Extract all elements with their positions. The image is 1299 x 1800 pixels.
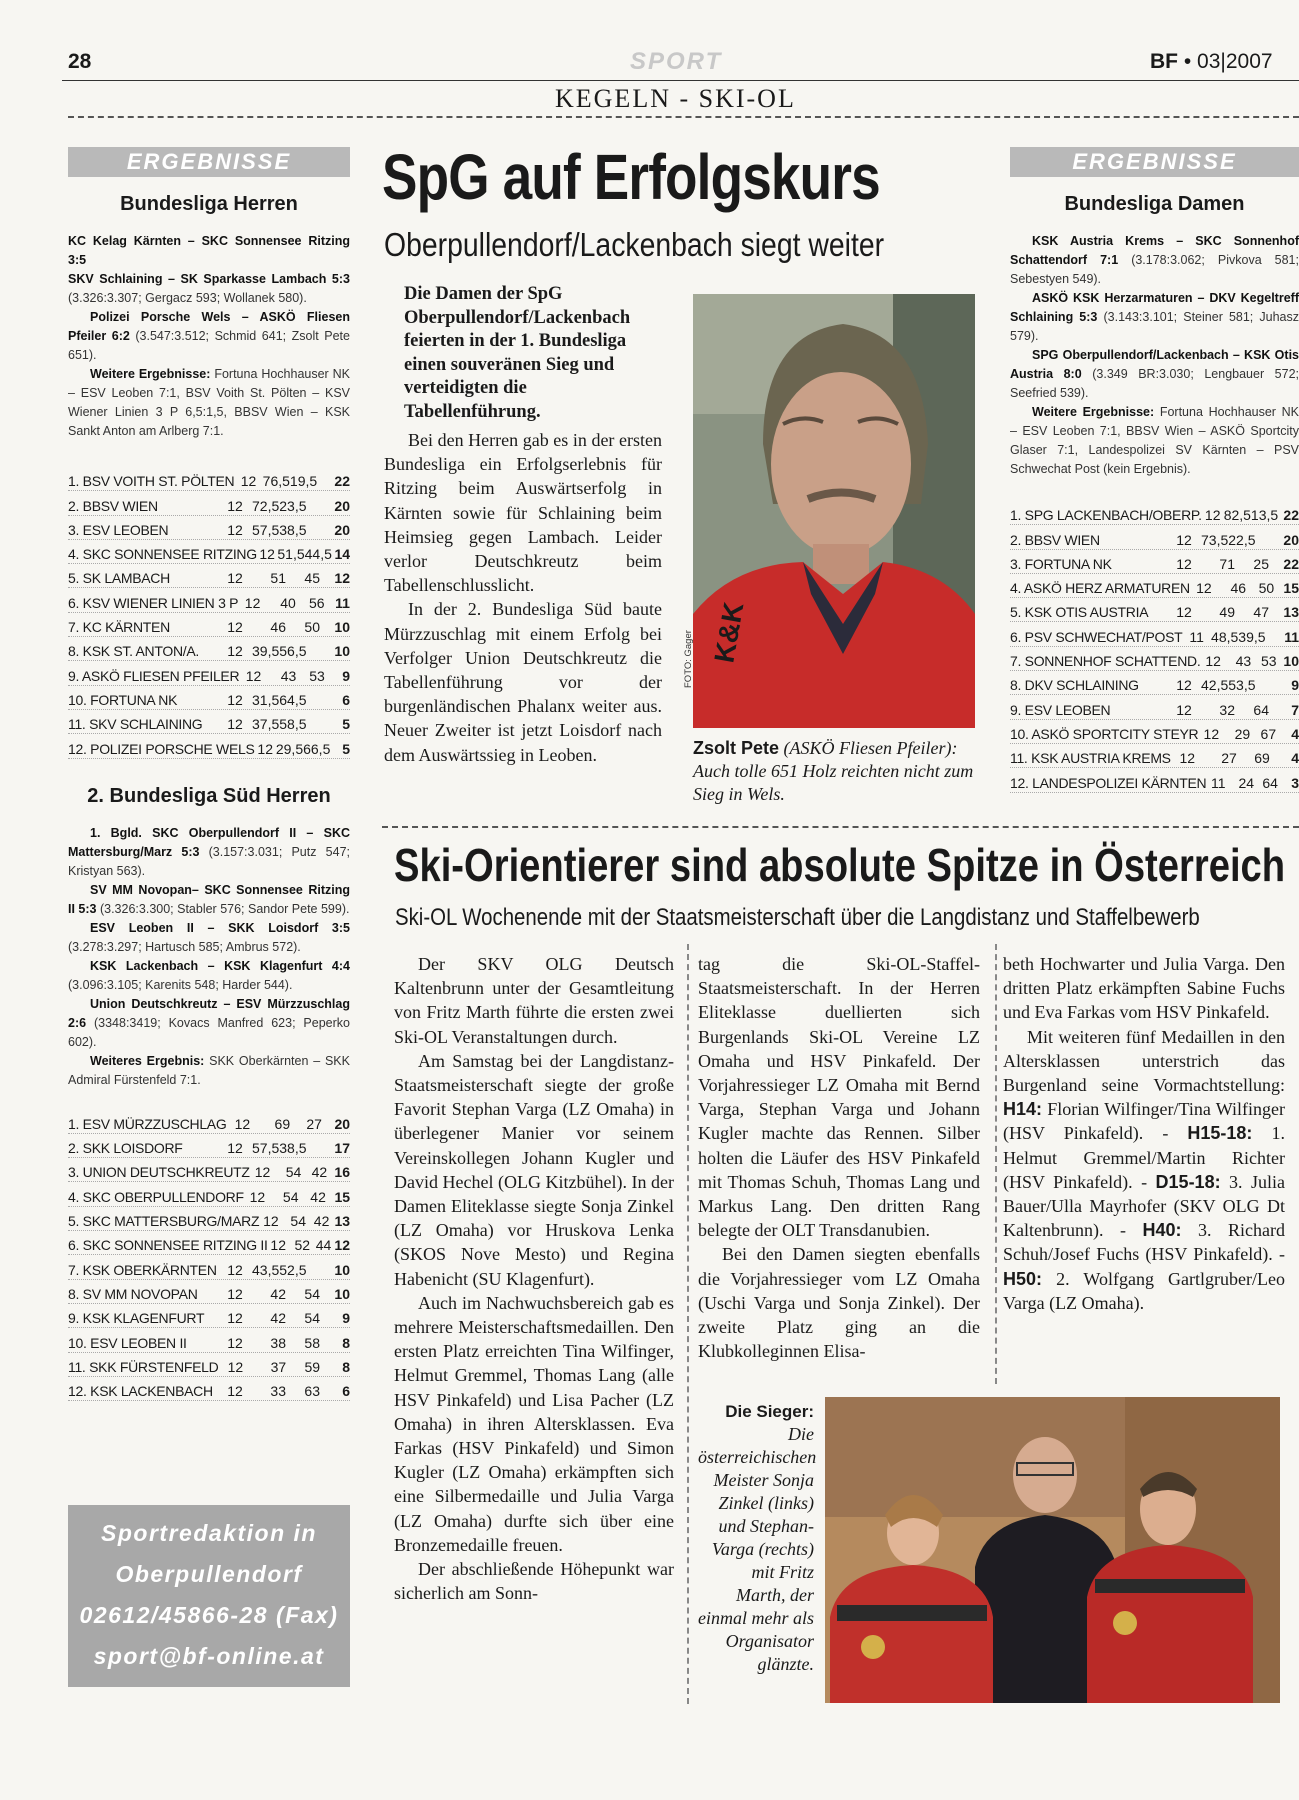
games-played: 12 [240,473,257,490]
table-row [68,1255,350,1279]
points: 11 [1284,628,1299,645]
caption-name: Zsolt Pete [693,738,780,758]
points: 5 [342,740,350,757]
paragraph: tag die Ski-OL-Staffel-Staatsmeisterschaft. In der Herren Eliteklasse duellierten sich Burgenlands Ski-OL Vereine LZ Omaha und HSV Pinkafeld. Der Vorjahressieger LZ Omaha mit Bernd Varga, Stephan Varga und Johann Kugler machte das Rennen. Silber holten die Läufer des HSV Pinkafeld mit Thomas Schuh, Thomas Lang und Markus Lang. Den dritten Rang belegte der OLT Transdanubien. [698,954,980,1241]
score-for: 43,552,5 [252,1261,307,1278]
points: 15 [334,1188,351,1205]
points: 12 [334,570,350,587]
table-row [1010,744,1299,768]
games-played: 12 [245,667,262,684]
contact-box [68,1505,350,1687]
article-lead: Die Damen der SpG Oberpullendorf/Lackenbach feierten in der 1. Bundesliga einen souveränen Sieg und verteidigten die Tabellenführung. [404,284,631,422]
score-for: 32 [1219,701,1235,718]
league-heading: Bundesliga Damen [1064,193,1245,215]
score-for: 43 [280,667,297,684]
points: 9 [1291,677,1299,694]
games-played: 12 [1203,725,1220,742]
score-for: 72,523,5 [252,497,307,514]
score-for: 51,544,5 [277,546,332,563]
games-played: 12 [259,546,275,563]
standings-table [1010,501,1299,793]
score-against: 53 [309,667,325,684]
score-for: 54 [282,1188,299,1205]
caption-club: (ASKÖ Fliesen Pfeiler): [779,738,958,758]
points: 22 [1283,507,1299,524]
points: 11 [335,594,350,611]
standings-table [68,467,350,759]
score-for: 38 [270,1334,286,1351]
results-list [68,824,350,1090]
article-subhead: Ski-OL Wochenende mit der Staatsmeisterschaft über die Langdistanz und Staffelbewerb [395,904,1200,931]
table-row [68,710,350,734]
result-entry: Union Deutschkreutz – ESV Mürzzuschlag 2:6 (3348:3419; Kovacs Manfred 623; Peperko 602). [68,996,350,1049]
score-for: 33 [270,1383,286,1400]
score-for: 43 [1235,653,1252,670]
result-entry: ASKÖ KSK Herzarmaturen – DKV Kegeltreff Schlaining 5:3 (3.143:3.101; Steiner 581; Juhasz 579). [1010,291,1299,343]
team-name: 12. LANDESPOLIZEI KÄRNTEN [1010,774,1207,791]
points: 12 [334,1237,350,1254]
left-sidebar [68,147,350,1401]
team-name: 5. SK LAMBACH [68,570,170,587]
table-row [68,1158,350,1182]
publication-name: BF [1150,50,1178,73]
team-name: 6. KSV WIENER LINIEN 3 P [68,594,239,611]
article-divider [382,826,1299,828]
points: 9 [342,1310,350,1327]
points: 22 [1283,555,1299,572]
table-row [68,661,350,685]
table-row [1010,574,1299,598]
team-name: 10. ASKÖ SPORTCITY STEYR [1010,725,1199,742]
promo-email[interactable]: sport@bf-online.at [93,1643,325,1669]
points: 20 [334,497,350,514]
score-for: 71 [1219,555,1235,572]
points: 20 [334,1115,351,1132]
games-played: 12 [1176,604,1192,621]
games-played: 12 [1196,580,1212,597]
score-against: 50 [304,619,320,636]
games-played: 12 [227,1140,243,1157]
games-played: 12 [227,497,243,514]
standings-table [68,1110,350,1402]
score-for: 82,513,5 [1223,507,1279,524]
table-row [68,564,350,588]
table-row [68,588,350,612]
bullet: • [1183,50,1192,73]
points: 8 [342,1334,350,1351]
games-played: 12 [227,643,243,660]
result-entry: 1. Bgld. SKC Oberpullendorf II – SKC Mattersburg/Marz 5:3 (3.157:3.031; Putz 547; Kristyan 563). [68,825,350,878]
table-row [68,491,350,515]
games-played: 12 [270,1237,286,1254]
promo-line: Oberpullendorf [115,1561,303,1587]
issue-info [1150,50,1273,74]
team-name: 1. ESV MÜRZZUSCHLAG [68,1115,227,1132]
points: 14 [334,546,351,563]
games-played: 12 [254,1164,271,1181]
score-for: 46 [1230,580,1247,597]
table-row [68,540,350,564]
score-against: 63 [304,1383,320,1400]
results-list [68,232,350,441]
score-against: 69 [1254,750,1270,767]
league-heading: 2. Bundesliga Süd Herren [87,784,331,807]
score-for: 39,556,5 [252,643,307,660]
article-column-2 [698,952,980,1363]
score-against: 54 [304,1310,320,1327]
article-column-1 [394,952,674,1605]
results-list [1010,232,1299,479]
svg-text:K&K: K&K [708,599,750,666]
team-name: 3. ESV LEOBEN [68,521,169,538]
table-row [1010,525,1299,549]
games-played: 12 [1204,507,1221,524]
caption-text: Die österreichischen Meister Sonja Zinkel (links) und Stephan-Varga (rechts) mit Fritz Marth, der einmal mehr als Organisator glänzte. [698,1424,817,1674]
result-entry: KSK Austria Krems – SKC Sonnenhof Schattendorf 7:1 (3.178:3.062; Pivkova 581; Sebestyen 549). [1010,234,1299,286]
score-for: 46 [270,619,286,636]
games-played: 11 [1189,628,1204,645]
score-for: 37,558,5 [252,716,307,733]
score-against: 64 [1262,774,1278,791]
team-name: 7. SONNENHOF SCHATTEND. [1010,653,1201,670]
points: 10 [334,619,350,636]
promo-line: 02612/45866-28 (Fax) [79,1602,339,1628]
team-name: 12. KSK LACKENBACH [68,1383,213,1400]
page-number: 28 [68,50,92,73]
table-row [68,1110,350,1134]
games-played: 12 [227,1383,243,1400]
team-name: 1. SPG LACKENBACH/OBERP. [1010,507,1202,524]
result-entry: Weiteres Ergebnis: SKK Oberkärnten – SKK Admiral Fürstenfeld 7:1. [68,1053,350,1087]
team-name: 9. KSK KLAGENFURT [68,1310,205,1327]
team-name: 11. KSK AUSTRIA KREMS [1010,750,1171,767]
score-for: 29,566,5 [275,740,331,757]
table-row [68,734,350,758]
right-sidebar [1010,147,1299,793]
team-name: 4. SKC SONNENSEE RITZING [68,546,257,563]
result-entry: Polizei Porsche Wels – ASKÖ Fliesen Pfeiler 6:2 (3.547:3.512; Schmid 641; Zsolt Pete 651). [68,310,350,362]
photo-credit: FOTO: Gager [683,630,694,688]
games-played: 12 [227,1310,243,1327]
score-for: 42 [270,1310,286,1327]
team-name: 2. SKK LOISDORF [68,1140,183,1157]
paragraph: Bei den Herren gab es in der ersten Bundesliga ein Erfolgserlebnis für Ritzing beim Auswärtserfolg in Kärnten sowie für Schlaining beim Heimsieg gegen Lambach. Leider verlor Deutschkreutz beim Tabellenschlusslicht. [384,430,662,596]
games-played: 12 [249,1188,266,1205]
score-for: 49 [1219,604,1235,621]
points: 20 [334,521,350,538]
points: 3 [1291,774,1299,791]
games-played: 12 [1179,750,1196,767]
score-against: 58 [304,1334,320,1351]
games-played: 12 [1176,531,1192,548]
article-body [384,428,662,767]
points: 4 [1291,725,1299,742]
games-played: 12 [263,1213,279,1230]
table-row [68,1182,350,1206]
team-name: 8. KSK ST. ANTON/A. [68,643,199,660]
table-row [1010,671,1299,695]
score-for: 40 [280,594,296,611]
table-row [1010,647,1299,671]
caption-title: Die Sieger: [725,1402,814,1421]
points: 6 [342,1383,350,1400]
score-for: 54 [285,1164,302,1181]
games-played: 12 [1176,677,1192,694]
points: 4 [1291,750,1299,767]
points: 22 [334,473,350,490]
portrait-image [693,294,975,728]
games-played: 12 [1205,653,1221,670]
paragraph: Bei den Damen siegten ebenfalls die Vorjahressieger vom LZ Omaha (Uschi Varga und Sonja Zinkel). Der zweite Platz ging an die Klubkolleginnen Elisa- [698,1244,980,1362]
games-played: 12 [227,1285,243,1302]
team-name: 7. KSK OBERKÄRNTEN [68,1261,217,1278]
points: 9 [342,667,350,684]
results-bar: ERGEBNISSE [1010,147,1299,177]
points: 15 [1283,580,1299,597]
games-played: 12 [244,594,261,611]
score-for: 27 [1221,750,1237,767]
article-subhead: Oberpullendorf/Lackenbach siegt weiter [384,226,885,263]
score-against: 47 [1253,604,1269,621]
team-name: 4. ASKÖ HERZ ARMATUREN [1010,580,1190,597]
score-for: 24 [1238,774,1255,791]
score-against: 50 [1258,580,1275,597]
table-row [68,637,350,661]
paragraph: beth Hochwarter und Julia Varga. Den dritten Platz erkämpften Sabine Fuchs und Eva Farkas vom HSV Pinkafeld. [1003,954,1285,1023]
score-against: 42 [311,1164,328,1181]
score-for: 37 [270,1358,287,1375]
games-played: 12 [1176,701,1192,718]
promo-line: Sportredaktion in [101,1520,317,1546]
score-against: 42 [310,1188,326,1205]
group-image [825,1397,1280,1703]
team-name: 2. BBSV WIEN [68,497,158,514]
column-divider [995,944,997,1384]
table-row [68,686,350,710]
table-row [68,516,350,540]
results-bar: ERGEBNISSE [68,147,350,177]
paragraph: Der abschließende Höhepunkt war sicherlich am Sonn- [394,1559,674,1604]
games-played: 12 [227,691,243,708]
score-against: 59 [304,1358,321,1375]
score-for: 73,522,5 [1201,531,1256,548]
table-row [1010,622,1299,646]
games-played: 12 [257,740,273,757]
score-against: 56 [309,594,325,611]
score-for: 69 [274,1115,291,1132]
team-name: 4. SKC OBERPULLENDORF [68,1188,244,1205]
article-headline: SpG auf Erfolgskurs [382,141,880,213]
team-name: 5. KSK OTIS AUSTRIA [1010,604,1149,621]
points: 5 [342,716,350,733]
points: 20 [1283,531,1299,548]
table-row [68,1328,350,1352]
league-heading: Bundesliga Herren [120,193,298,215]
score-against: 44 [315,1237,332,1254]
group-photo [825,1397,1280,1703]
points: 16 [334,1164,350,1181]
games-played: 12 [234,1115,251,1132]
table-row [68,1207,350,1231]
column-divider [687,944,689,1704]
score-against: 54 [304,1285,320,1302]
table-row [1010,550,1299,574]
games-played: 12 [227,619,243,636]
photo-caption [693,737,983,806]
score-against: 67 [1260,725,1277,742]
games-played: 12 [227,1261,243,1278]
score-against: 45 [304,570,320,587]
paragraph: Auch im Nachwuchsbereich gab es mehrere Meisterschaftsmedaillen. Den ersten Platz erreichten Tina Wilfinger, Helmut Gremmel, Thomas Lang (alle HSV Pinkafeld) und Lisa Pacher (LZ Omaha) in ihren Altersklassen. Eva Farkas (HSV Pinkafeld) und Simon Kugler (LZ Omaha) erkämpften sich eine Silbermedaille und Julia Varga (LZ Omaha) durfte sich über eine Bronzemedaille freuen. [394,1292,674,1555]
table-row [68,613,350,637]
score-against: 42 [313,1213,330,1230]
table-row [68,467,350,491]
score-for: 76,519,5 [262,473,318,490]
games-played: 12 [227,716,243,733]
result-entry: SPG Oberpullendorf/Lackenbach – KSK Otis Austria 8:0 (3.349 BR:3.030; Lengbauer 572; Seefried 539). [1010,348,1299,400]
points: 8 [342,1358,350,1375]
result-entry: Weitere Ergebnisse: Fortuna Hochhauser NK – ESV Leoben 7:1, BBSV Wien – ASKÖ Sportcity Glaser 7:1, Landespolizei SV Kärnten – PSV Schwechat Post (kein Ergebnis). [1010,405,1299,476]
score-for: 51 [270,570,286,587]
team-name: 10. FORTUNA NK [68,691,178,708]
score-against: 53 [1261,653,1277,670]
table-row [68,1304,350,1328]
score-for: 57,538,5 [252,1140,307,1157]
games-played: 12 [227,1358,244,1375]
paragraph: Der SKV OLG Deutsch Kaltenbrunn unter der Gesamtleitung von Fritz Marth führte die ersten zwei Ski-OL Veranstaltungen durch. [394,954,674,1047]
team-name: 3. FORTUNA NK [1010,555,1112,572]
paragraph: Am Samstag bei der Langdistanz-Staatsmeisterschaft siegte der große Favorit Stephan Varga (LZ Omaha) in überlegener Manier vor seinem Vereinskollegen Johann Kugler und David Hechel (OLG Kitzbühel). In der Damen Eliteklasse siegte Sonja Zinkel (LZ Omaha) vor Hruskova Lenka (SKOS Nove Mesto) und Regina Habenicht (SU Klagenfurt). [394,1050,674,1289]
points: 7 [1291,701,1299,718]
games-played: 12 [227,1334,243,1351]
games-played: 11 [1211,774,1226,791]
points: 10 [334,1261,350,1278]
group-photo-caption [698,1400,817,1676]
score-for: 48,539,5 [1211,628,1266,645]
games-played: 12 [227,570,243,587]
games-played: 12 [227,521,243,538]
article-headline: Ski-Orientierer sind absolute Spitze in Österreich [394,839,1286,891]
team-name: 6. PSV SCHWECHAT/POST [1010,628,1183,645]
points: 10 [334,1285,350,1302]
header-rule [62,80,1299,81]
table-row [68,1134,350,1158]
paragraph: Mit weiteren fünf Medaillen in den Altersklassen unterstrich das Burgenland seine Vormachtstellung: H14: Florian Wilfinger/Tina Wilfinger (HSV Pinkafeld). - H15-18: 1. Helmut Gremmel/Martin Richter (HSV Pinkafeld). - D15-18: 3. Julia Bauer/Ulla Mayrhofer (SKV OLG Dt Kaltenbrunn). - H40: 3. Richard Schuh/Josef Fuchs (HSV Pinkafeld). - H50: 2. Wolfgang Gartlgruber/Leo Varga (LZ Omaha). [1003,1026,1285,1313]
team-name: 6. SKC SONNENSEE RITZING II [68,1237,268,1254]
games-played: 12 [1176,555,1192,572]
team-name: 5. SKC MATTERSBURG/MARZ [68,1213,260,1230]
table-row [68,1280,350,1304]
issue-number: 03|2007 [1197,50,1273,73]
result-entry: SV MM Novopan– SKC Sonnensee Ritzing II 5:3 (3.326:3.300; Stabler 576; Sandor Pete 599). [68,882,350,916]
score-for: 29 [1234,725,1251,742]
score-against: 27 [306,1115,322,1132]
team-name: 2. BBSV WIEN [1010,531,1100,548]
team-name: 8. SV MM NOVOPAN [68,1285,198,1302]
score-for: 42 [270,1285,286,1302]
team-name: 11. SKK FÜRSTENFELD [68,1358,219,1375]
team-name: 3. UNION DEUTSCHKREUTZ [68,1164,250,1181]
score-against: 25 [1253,555,1269,572]
result-entry: SKV Schlaining – SK Sparkasse Lambach 5:3 (3.326:3.307; Gergacz 593; Wollanek 580). [68,272,350,305]
team-name: 12. POLIZEI PORSCHE WELS [68,740,255,757]
table-row [1010,501,1299,525]
points: 10 [334,643,350,660]
team-name: 7. KC KÄRNTEN [68,619,170,636]
table-row [1010,598,1299,622]
table-row [1010,695,1299,719]
score-for: 52 [294,1237,311,1254]
points: 13 [334,1213,351,1230]
points: 10 [1283,653,1299,670]
table-row [1010,720,1299,744]
points: 6 [342,691,350,708]
points: 17 [334,1140,350,1157]
article-column-3 [1003,952,1285,1315]
subsection-title: KEGELN - SKI-OL [555,84,796,113]
points: 13 [1283,604,1299,621]
score-against: 64 [1253,701,1269,718]
team-name: 11. SKV SCHLAINING [68,716,203,733]
result-entry: KC Kelag Kärnten – SKC Sonnensee Ritzing 3:5 [68,234,350,267]
team-name: 9. ESV LEOBEN [1010,701,1111,718]
team-name: 9. ASKÖ FLIESEN PFEILER [68,667,240,684]
section-label: SPORT [630,48,723,75]
result-entry: ESV Leoben II – SKK Loisdorf 3:5 (3.278:3.297; Hartusch 585; Ambrus 572). [68,920,350,954]
score-for: 54 [290,1213,306,1230]
team-name: 1. BSV VOITH ST. PÖLTEN [68,473,235,490]
result-entry: KSK Lackenbach – KSK Klagenfurt 4:4 (3.096:3.105; Karenits 548; Harder 544). [68,958,350,992]
score-for: 31,564,5 [252,691,307,708]
paragraph: In der 2. Bundesliga Süd baute Mürzzuschlag mit einem Erfolg bei Verfolger Union Deutschkreutz die Tabellenführung vor der burgenländischen Phalanx weiter aus. Neuer Zweiter ist jetzt Loisdorf nach dem Auswärtssieg in Leoben. [384,599,662,765]
header-divider [68,116,1299,118]
table-row [68,1231,350,1255]
score-for: 42,553,5 [1201,677,1256,694]
team-name: 8. DKV SCHLAINING [1010,677,1139,694]
result-entry: Weitere Ergebnisse: Fortuna Hochhauser NK – ESV Leoben 7:1, BSV Voith St. Pölten – KSV Wiener Linien 3 P 6,5:1,5, BBSV Wien – KSK Sankt Anton am Arlberg 7:1. [68,367,351,438]
score-for: 57,538,5 [252,521,307,538]
table-row [1010,768,1299,792]
table-row [68,1377,350,1401]
portrait-photo [693,294,975,728]
caption-text: Auch tolle 651 Holz reichten nicht zum Sieg in Wels. [693,761,974,804]
table-row [68,1353,350,1377]
team-name: 10. ESV LEOBEN II [68,1334,187,1351]
